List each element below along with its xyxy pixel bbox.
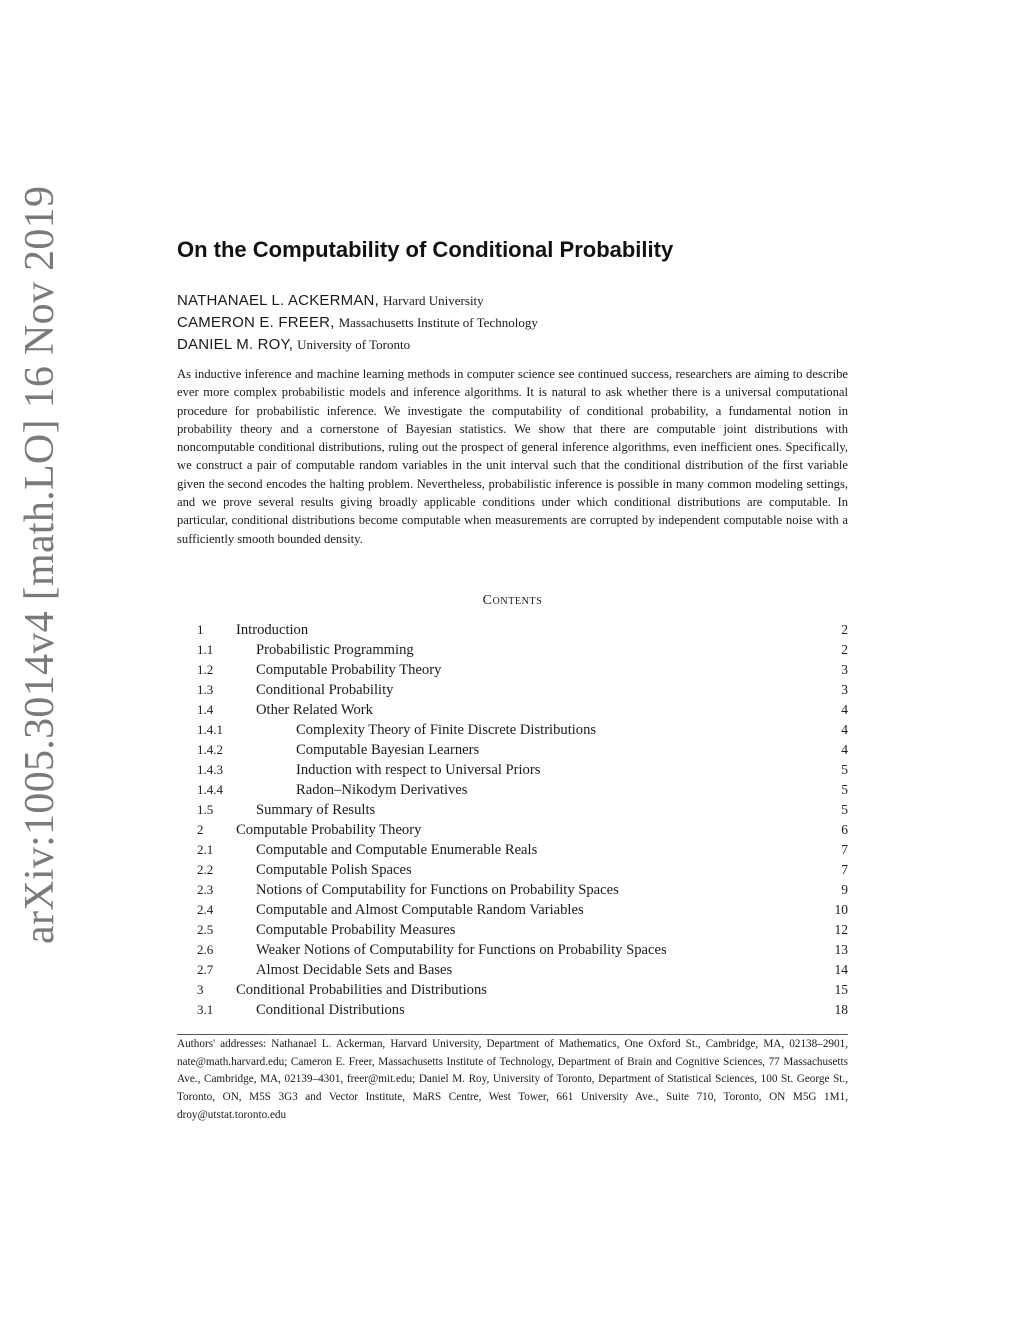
toc-page-number: 5 bbox=[841, 782, 848, 797]
toc-section-number: 2.6 bbox=[197, 942, 214, 957]
toc-page-number: 7 bbox=[841, 842, 848, 857]
toc-section-title: Computable Polish Spaces bbox=[256, 862, 412, 878]
toc-section-title: Other Related Work bbox=[256, 702, 373, 718]
toc-entry[interactable] bbox=[197, 700, 848, 720]
contents-heading: Contents bbox=[482, 593, 543, 608]
author-affiliation: Massachusetts Institute of Technology bbox=[338, 315, 538, 330]
toc-page-number: 5 bbox=[841, 802, 848, 817]
toc-page-number: 4 bbox=[841, 722, 848, 737]
toc-section-number: 3 bbox=[197, 982, 204, 997]
toc-section-number: 1 bbox=[197, 622, 204, 637]
toc-page-number: 3 bbox=[841, 662, 848, 677]
toc-page-number: 9 bbox=[841, 882, 848, 897]
toc-page-number: 2 bbox=[841, 622, 848, 637]
toc-entry[interactable] bbox=[197, 620, 848, 640]
toc-entry[interactable] bbox=[197, 760, 848, 780]
toc-section-title: Computable Probability Measures bbox=[256, 922, 456, 938]
toc-section-number: 2.1 bbox=[197, 842, 214, 857]
toc-section-number: 1.2 bbox=[197, 662, 214, 677]
author-list bbox=[177, 290, 857, 356]
toc-section-title: Weaker Notions of Computability for Functions on Probability Spaces bbox=[256, 942, 667, 958]
toc-section-title: Conditional Probability bbox=[256, 682, 394, 698]
author-entry bbox=[177, 290, 857, 312]
toc-section-number: 1.5 bbox=[197, 802, 214, 817]
toc-section-number: 2.4 bbox=[197, 902, 214, 917]
toc-entry[interactable] bbox=[197, 680, 848, 700]
author-name: NATHANAEL L. ACKERMAN, bbox=[177, 292, 379, 309]
toc-section-number: 2.7 bbox=[197, 962, 214, 977]
toc-section-title: Almost Decidable Sets and Bases bbox=[256, 962, 453, 978]
toc-section-number: 1.4.3 bbox=[197, 762, 223, 777]
toc-page-number: 18 bbox=[834, 1002, 848, 1017]
toc-section-number: 2.3 bbox=[197, 882, 214, 897]
toc-page-number: 4 bbox=[841, 742, 848, 757]
toc-section-number: 2.5 bbox=[197, 922, 214, 937]
toc-page-number: 3 bbox=[841, 682, 848, 697]
author-entry bbox=[177, 334, 857, 356]
author-name: DANIEL M. ROY, bbox=[177, 336, 294, 353]
toc-entry[interactable] bbox=[197, 800, 848, 820]
toc-section-title: Introduction bbox=[236, 622, 309, 638]
toc-entry[interactable] bbox=[197, 640, 848, 660]
paper-title: On the Computability of Conditional Probability bbox=[177, 237, 674, 262]
toc-section-title: Induction with respect to Universal Priors bbox=[296, 762, 541, 778]
toc-entry[interactable] bbox=[197, 840, 848, 860]
toc-section-number: 1.4 bbox=[197, 702, 214, 717]
toc-section-title: Conditional Probabilities and Distributions bbox=[236, 982, 487, 998]
toc-section-title: Conditional Distributions bbox=[256, 1002, 405, 1018]
toc-entry[interactable] bbox=[197, 980, 848, 1000]
author-name: CAMERON E. FREER, bbox=[177, 314, 335, 331]
toc-section-number: 1.4.4 bbox=[197, 782, 223, 797]
toc-page-number: 2 bbox=[841, 642, 848, 657]
toc-section-number: 3.1 bbox=[197, 1002, 214, 1017]
toc-page-number: 7 bbox=[841, 862, 848, 877]
toc-section-number: 1.3 bbox=[197, 682, 214, 697]
toc-entry[interactable] bbox=[197, 960, 848, 980]
toc-entry[interactable] bbox=[197, 860, 848, 880]
toc-section-title: Computable Probability Theory bbox=[236, 822, 422, 838]
toc-section-number: 2 bbox=[197, 822, 204, 837]
toc-page-number: 12 bbox=[834, 922, 848, 937]
toc-page-number: 6 bbox=[841, 822, 848, 837]
toc-page-number: 13 bbox=[834, 942, 848, 957]
toc-section-title: Computable Bayesian Learners bbox=[296, 742, 480, 758]
toc-page-number: 14 bbox=[834, 962, 848, 977]
toc-section-title: Radon–Nikodym Derivatives bbox=[296, 782, 468, 798]
toc-page-number: 5 bbox=[841, 762, 848, 777]
toc-page-number: 4 bbox=[841, 702, 848, 717]
toc-section-title: Summary of Results bbox=[256, 802, 376, 818]
toc-entry[interactable] bbox=[197, 1000, 848, 1020]
toc-section-title: Computable and Computable Enumerable Reals bbox=[256, 842, 538, 858]
toc-section-number: 1.4.1 bbox=[197, 722, 223, 737]
toc-section-title: Computable and Almost Computable Random Variables bbox=[256, 902, 584, 918]
toc-entry[interactable] bbox=[197, 900, 848, 920]
toc-entry[interactable] bbox=[197, 880, 848, 900]
toc-section-title: Complexity Theory of Finite Discrete Distributions bbox=[296, 722, 597, 738]
toc-section-number: 1.4.2 bbox=[197, 742, 223, 757]
author-entry bbox=[177, 312, 857, 334]
toc-section-title: Notions of Computability for Functions on Probability Spaces bbox=[256, 882, 619, 898]
toc-section-title: Probabilistic Programming bbox=[256, 642, 414, 658]
toc-entry[interactable] bbox=[197, 940, 848, 960]
toc-entry[interactable] bbox=[197, 820, 848, 840]
arxiv-identifier-stamp: arXiv:1005.3014v4 [math.LO] 16 Nov 2019 bbox=[17, 185, 63, 944]
author-affiliation: University of Toronto bbox=[297, 337, 411, 352]
author-affiliation: Harvard University bbox=[382, 293, 484, 308]
toc-section-number: 1.1 bbox=[197, 642, 214, 657]
table-of-contents bbox=[197, 620, 848, 1020]
toc-section-title: Computable Probability Theory bbox=[256, 662, 442, 678]
abstract: As inductive inference and machine learning methods in computer science see continued success, researchers are aiming to describe ever more complex probabilistic models and inference algorithms. It is natural to ask whether there is a universal computational procedure for probabilistic inference. We investigate the computability of conditional probability, a fundamental notion in probability theory and a cornerstone of Bayesian statistics. We show that there are computable joint distributions with noncomputable conditional distributions, ruling out the prospect of general inference algorithms, even inefficient ones. Specifically, we construct a pair of computable random variables in the unit interval such that the conditional distribution of the first variable given the second encodes the halting problem. Nevertheless, probabilistic inference is possible in many common modeling settings, and we prove several results giving broadly applicable conditions under which conditional distributions are computable. In particular, conditional distributions become computable when measurements are corrupted by independent computable noise with a sufficiently smooth bounded density. bbox=[177, 367, 848, 546]
toc-section-number: 2.2 bbox=[197, 862, 214, 877]
toc-entry[interactable] bbox=[197, 920, 848, 940]
footnote-divider bbox=[177, 1034, 848, 1035]
authors-addresses-footnote: Authors' addresses: Nathanael L. Ackerman, Harvard University, Department of Mathematics, One Oxford St., Cambridge, MA, 02138–2901, nate@math.harvard.edu; Cameron E. Freer, Massachusetts Institute of Technology, Department of Brain and Cognitive Sciences, 77 Massachusetts Ave., Cambridge, MA, 02139–4301, freer@mit.edu; Daniel M. Roy, University of Toronto, Department of Statistical Sciences, 100 St. George St., Toronto, ON, M5S 3G3 and Vector Institute, MaRS Centre, West Tower, 661 University Ave., Suite 710, Toronto, ON M5G 1M1, droy@utstat.toronto.edu bbox=[177, 1038, 848, 1121]
toc-entry[interactable] bbox=[197, 660, 848, 680]
toc-entry[interactable] bbox=[197, 720, 848, 740]
toc-entry[interactable] bbox=[197, 780, 848, 800]
toc-page-number: 10 bbox=[834, 902, 848, 917]
toc-page-number: 15 bbox=[834, 982, 848, 997]
toc-entry[interactable] bbox=[197, 740, 848, 760]
